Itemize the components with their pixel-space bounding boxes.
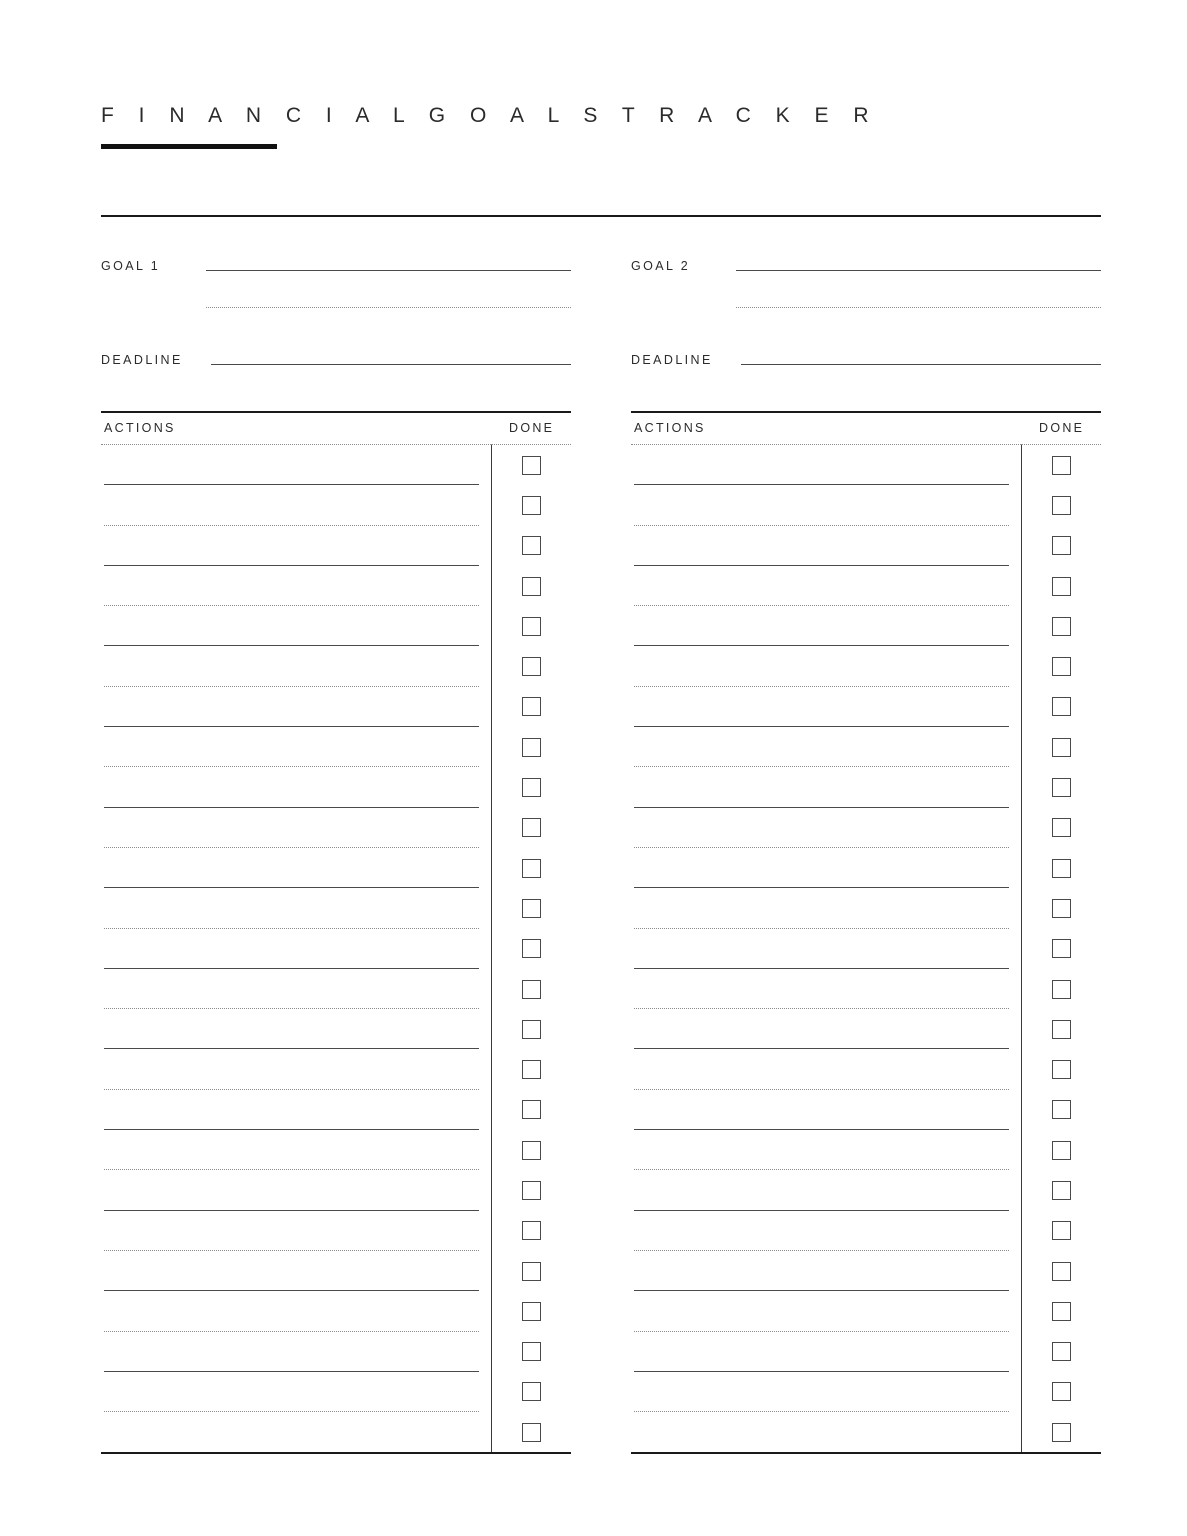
checkbox-icon[interactable]: [522, 577, 541, 596]
checkbox-icon[interactable]: [522, 1302, 541, 1321]
checkbox-icon[interactable]: [522, 1020, 541, 1039]
checkbox-icon[interactable]: [522, 859, 541, 878]
done-checkbox-cell[interactable]: [1052, 848, 1071, 888]
checkbox-icon[interactable]: [1052, 1262, 1071, 1281]
done-checkbox-cell[interactable]: [522, 808, 541, 848]
goal-1-write-line[interactable]: [206, 269, 571, 271]
checkbox-icon[interactable]: [522, 1382, 541, 1401]
checkbox-icon[interactable]: [522, 1423, 541, 1442]
checkbox-icon[interactable]: [522, 778, 541, 797]
checkbox-icon[interactable]: [1052, 456, 1071, 475]
checkbox-icon[interactable]: [1052, 980, 1071, 999]
done-checkboxes-left: [491, 445, 571, 1452]
action-row[interactable]: [101, 1291, 491, 1331]
done-checkbox-cell[interactable]: [1052, 1291, 1071, 1331]
action-row[interactable]: [101, 1372, 491, 1412]
checkbox-icon[interactable]: [1052, 939, 1071, 958]
checkbox-icon[interactable]: [522, 939, 541, 958]
action-row[interactable]: [101, 526, 491, 566]
action-row[interactable]: [631, 767, 1021, 807]
action-row[interactable]: [631, 1130, 1021, 1170]
action-row[interactable]: [101, 687, 491, 727]
done-checkbox-cell[interactable]: [522, 526, 541, 566]
table-body-right: [631, 445, 1101, 1452]
deadline-1-row: [101, 339, 571, 367]
action-row[interactable]: [101, 1332, 491, 1372]
done-checkbox-cell[interactable]: [522, 606, 541, 646]
goal-1-note-line[interactable]: [206, 306, 571, 308]
done-checkbox-cell[interactable]: [522, 566, 541, 606]
done-checkbox-cell[interactable]: [522, 646, 541, 686]
action-row[interactable]: [101, 1211, 491, 1251]
goal-2-write-line[interactable]: [736, 269, 1101, 271]
done-checkbox-cell[interactable]: [522, 1049, 541, 1089]
checkbox-icon[interactable]: [1052, 1181, 1071, 1200]
page-title: F I N A N C I A L G O A L S T R A C K E R: [101, 104, 878, 127]
action-row[interactable]: [101, 767, 491, 807]
checkbox-icon[interactable]: [522, 657, 541, 676]
header-divider-rule: [101, 215, 1101, 217]
action-row[interactable]: [101, 888, 491, 928]
done-checkbox-cell[interactable]: [1052, 1372, 1071, 1412]
checkbox-icon[interactable]: [522, 496, 541, 515]
actions-lines-left: [101, 445, 491, 1452]
actions-column-header-left: ACTIONS: [104, 421, 176, 435]
done-checkbox-cell[interactable]: [522, 969, 541, 1009]
action-row[interactable]: [101, 566, 491, 606]
done-checkbox-cell[interactable]: [1052, 808, 1071, 848]
action-row[interactable]: [631, 929, 1021, 969]
action-row[interactable]: [631, 727, 1021, 767]
done-checkbox-cell[interactable]: [522, 1372, 541, 1412]
checkbox-icon[interactable]: [522, 697, 541, 716]
checkbox-icon[interactable]: [522, 1342, 541, 1361]
action-row[interactable]: [631, 888, 1021, 928]
checkbox-icon[interactable]: [522, 1181, 541, 1200]
actions-column-header-right: ACTIONS: [634, 421, 706, 435]
done-checkbox-cell[interactable]: [522, 767, 541, 807]
done-checkbox-cell[interactable]: [1052, 1049, 1071, 1089]
checkbox-icon[interactable]: [522, 536, 541, 555]
checkbox-icon[interactable]: [1052, 738, 1071, 757]
action-row[interactable]: [631, 1251, 1021, 1291]
checkbox-icon[interactable]: [1052, 657, 1071, 676]
deadline-2-write-line[interactable]: [741, 363, 1101, 365]
action-row[interactable]: [631, 485, 1021, 525]
action-row[interactable]: [101, 808, 491, 848]
action-write-line-dotted: [634, 1410, 1009, 1412]
checkbox-icon[interactable]: [1052, 536, 1071, 555]
done-checkbox-cell[interactable]: [522, 1211, 541, 1251]
action-row[interactable]: [631, 1211, 1021, 1251]
done-checkbox-cell[interactable]: [1052, 1211, 1071, 1251]
done-checkbox-cell[interactable]: [522, 1170, 541, 1210]
rows-area-left: [101, 445, 571, 1452]
done-checkbox-cell[interactable]: [522, 1090, 541, 1130]
action-row[interactable]: [631, 1291, 1021, 1331]
action-row[interactable]: [101, 1009, 491, 1049]
checkbox-icon[interactable]: [1052, 1302, 1071, 1321]
checkbox-icon[interactable]: [522, 617, 541, 636]
done-checkboxes-right: [1021, 445, 1101, 1452]
done-checkbox-cell[interactable]: [1052, 767, 1071, 807]
done-column-header-left: DONE: [509, 421, 555, 435]
action-row[interactable]: [631, 969, 1021, 1009]
done-checkbox-cell[interactable]: [1052, 1090, 1071, 1130]
deadline-1-write-line[interactable]: [211, 363, 571, 365]
checkbox-icon[interactable]: [522, 1060, 541, 1079]
done-checkbox-cell[interactable]: [522, 687, 541, 727]
action-row[interactable]: [631, 1170, 1021, 1210]
action-row[interactable]: [101, 1049, 491, 1089]
done-checkbox-cell[interactable]: [522, 1332, 541, 1372]
action-row[interactable]: [631, 526, 1021, 566]
checkbox-icon[interactable]: [522, 1141, 541, 1160]
checkbox-icon[interactable]: [1052, 577, 1071, 596]
action-row[interactable]: [631, 808, 1021, 848]
action-row[interactable]: [631, 1049, 1021, 1089]
done-checkbox-cell[interactable]: [1052, 1332, 1071, 1372]
deadline-2-row: [631, 339, 1101, 367]
done-checkbox-cell[interactable]: [522, 1412, 541, 1452]
action-row[interactable]: [101, 1251, 491, 1291]
done-checkbox-cell[interactable]: [1052, 888, 1071, 928]
checkbox-icon[interactable]: [1052, 859, 1071, 878]
checkbox-icon[interactable]: [1052, 1020, 1071, 1039]
done-checkbox-cell[interactable]: [1052, 929, 1071, 969]
action-write-line-dotted: [104, 1410, 479, 1412]
checkbox-icon[interactable]: [1052, 1060, 1071, 1079]
checkbox-icon[interactable]: [1052, 697, 1071, 716]
done-checkbox-cell[interactable]: [522, 1130, 541, 1170]
done-checkbox-cell[interactable]: [1052, 727, 1071, 767]
goal-1-row: [101, 245, 571, 273]
checkbox-icon[interactable]: [522, 738, 541, 757]
checkbox-icon[interactable]: [1052, 1221, 1071, 1240]
table-bottom-rule-left: [101, 1452, 571, 1454]
checkbox-icon[interactable]: [522, 1262, 541, 1281]
table-body-left: [101, 445, 571, 1452]
goal-fields-left: [101, 245, 571, 367]
done-checkbox-cell[interactable]: [522, 1291, 541, 1331]
done-checkbox-cell[interactable]: [1052, 1130, 1071, 1170]
checkbox-icon[interactable]: [522, 899, 541, 918]
checkbox-icon[interactable]: [522, 980, 541, 999]
done-checkbox-cell[interactable]: [522, 888, 541, 928]
action-row[interactable]: [631, 1332, 1021, 1372]
done-checkbox-cell[interactable]: [522, 1251, 541, 1291]
checkbox-icon[interactable]: [1052, 1423, 1071, 1442]
action-row[interactable]: [101, 929, 491, 969]
action-row[interactable]: [101, 1090, 491, 1130]
done-checkbox-cell[interactable]: [1052, 445, 1071, 485]
deadline-1-label: DEADLINE: [101, 353, 183, 367]
done-column-header-right: DONE: [1039, 421, 1085, 435]
done-checkbox-cell[interactable]: [522, 848, 541, 888]
checkbox-icon[interactable]: [522, 1221, 541, 1240]
action-row[interactable]: [631, 1372, 1021, 1412]
deadline-2-label: DEADLINE: [631, 353, 713, 367]
done-checkbox-cell[interactable]: [1052, 646, 1071, 686]
checkbox-icon[interactable]: [1052, 617, 1071, 636]
action-row[interactable]: [631, 566, 1021, 606]
action-row[interactable]: [101, 1170, 491, 1210]
done-checkbox-cell[interactable]: [1052, 606, 1071, 646]
done-checkbox-cell[interactable]: [1052, 566, 1071, 606]
checkbox-icon[interactable]: [1052, 1342, 1071, 1361]
checkbox-icon[interactable]: [1052, 778, 1071, 797]
table-header-left: [101, 413, 571, 443]
checkbox-icon[interactable]: [1052, 1141, 1071, 1160]
goal-2-label: GOAL 2: [631, 259, 691, 273]
title-block: [101, 104, 1101, 149]
done-checkbox-cell[interactable]: [522, 445, 541, 485]
done-checkbox-cell[interactable]: [522, 929, 541, 969]
checkbox-icon[interactable]: [1052, 899, 1071, 918]
done-checkbox-cell[interactable]: [1052, 1009, 1071, 1049]
done-checkbox-cell[interactable]: [1052, 526, 1071, 566]
action-row[interactable]: [631, 606, 1021, 646]
action-row[interactable]: [631, 646, 1021, 686]
done-checkbox-cell[interactable]: [522, 1009, 541, 1049]
title-underline-rule: [101, 144, 277, 149]
action-row[interactable]: [101, 445, 491, 485]
goal-2-note-line[interactable]: [736, 306, 1101, 308]
done-checkbox-cell[interactable]: [522, 485, 541, 525]
checkbox-icon[interactable]: [1052, 818, 1071, 837]
actions-lines-right: [631, 445, 1021, 1452]
done-checkbox-cell[interactable]: [522, 727, 541, 767]
goal-1-label: GOAL 1: [101, 259, 161, 273]
action-row[interactable]: [101, 606, 491, 646]
goal-fields-right: [631, 245, 1101, 367]
rows-area-right: [631, 445, 1101, 1452]
actions-table-left: [101, 411, 571, 1454]
action-row[interactable]: [101, 727, 491, 767]
done-checkbox-cell[interactable]: [1052, 485, 1071, 525]
checkbox-icon[interactable]: [1052, 496, 1071, 515]
done-checkbox-cell[interactable]: [1052, 969, 1071, 1009]
done-checkbox-cell[interactable]: [1052, 1251, 1071, 1291]
checkbox-icon[interactable]: [1052, 1382, 1071, 1401]
checkbox-icon[interactable]: [1052, 1100, 1071, 1119]
action-row[interactable]: [631, 445, 1021, 485]
action-row[interactable]: [101, 1130, 491, 1170]
action-row[interactable]: [631, 687, 1021, 727]
action-row[interactable]: [101, 848, 491, 888]
action-row[interactable]: [101, 969, 491, 1009]
actions-table-right: [631, 411, 1101, 1454]
checkbox-icon[interactable]: [522, 1100, 541, 1119]
checkbox-icon[interactable]: [522, 456, 541, 475]
done-checkbox-cell[interactable]: [1052, 1170, 1071, 1210]
action-row[interactable]: [631, 1090, 1021, 1130]
done-checkbox-cell[interactable]: [1052, 1412, 1071, 1452]
table-header-right: [631, 413, 1101, 443]
action-row[interactable]: [631, 1009, 1021, 1049]
action-row[interactable]: [101, 646, 491, 686]
done-checkbox-cell[interactable]: [1052, 687, 1071, 727]
goal-2-row: [631, 245, 1101, 273]
action-row[interactable]: [631, 848, 1021, 888]
checkbox-icon[interactable]: [522, 818, 541, 837]
action-row[interactable]: [101, 485, 491, 525]
table-bottom-rule-right: [631, 1452, 1101, 1454]
